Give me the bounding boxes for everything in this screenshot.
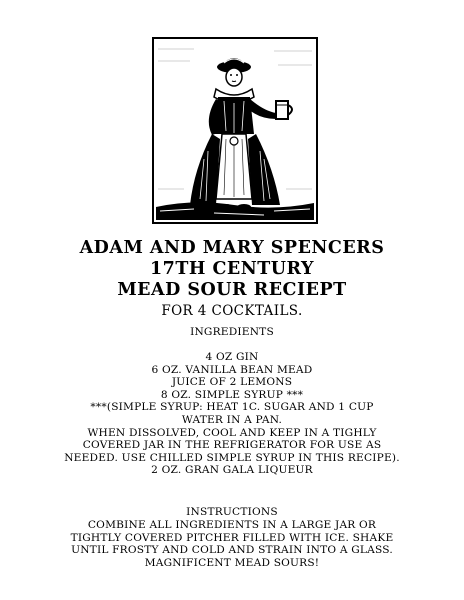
- ingredient-line: 6 OZ. VANILLA BEAN MEAD: [151, 363, 313, 376]
- ingredient-line: 8 OZ. SIMPLE SYRUP ***: [160, 388, 304, 401]
- servings-note: FOR 4 COCKTAILS.: [161, 303, 303, 319]
- woman-with-tankard-image: [154, 39, 316, 222]
- woodcut-illustration: [152, 37, 318, 224]
- instruction-line: COMBINE ALL INGREDIENTS IN A LARGE JAR OR: [87, 519, 377, 531]
- instruction-line: TIGHTLY COVERED PITCHER FILLED WITH ICE. SHAKE: [70, 531, 394, 544]
- ingredient-line: WATER IN A PAN.: [181, 413, 283, 426]
- ingredient-line: ***(SIMPLE SYRUP: HEAT 1C. SUGAR AND 1 CUP: [90, 401, 374, 414]
- ingredient-line: JUICE OF 2 LEMONS: [171, 376, 293, 389]
- ingredients-list: [0, 351, 464, 477]
- recipe-title-line-2: 17TH CENTURY: [149, 259, 315, 279]
- instruction-line: MAGNIFICENT MEAD SOURS!: [144, 556, 320, 569]
- instruction-line: UNTIL FROSTY AND COLD AND STRAIN INTO A GLASS.: [71, 544, 393, 557]
- instructions-text: [0, 519, 464, 569]
- recipe-title-line-3: MEAD SOUR RECIEPT: [117, 280, 347, 300]
- instructions-heading: INSTRUCTIONS: [186, 506, 278, 518]
- ingredients-heading: INGREDIENTS: [190, 326, 274, 338]
- ingredient-line: NEEDED. USE CHILLED SIMPLE SYRUP IN THIS RECIPE).: [64, 451, 400, 464]
- ingredient-line: COVERED JAR IN THE REFRIGERATOR FOR USE AS: [82, 439, 382, 452]
- ingredient-line: WHEN DISSOLVED, COOL AND KEEP IN A TIGHLY: [87, 426, 377, 439]
- ingredient-line: 2 OZ. GRAN GALA LIQUEUR: [151, 464, 313, 477]
- recipe-title-line-1: ADAM AND MARY SPENCERS: [79, 238, 385, 258]
- ingredient-line: 4 OZ GIN: [205, 351, 259, 363]
